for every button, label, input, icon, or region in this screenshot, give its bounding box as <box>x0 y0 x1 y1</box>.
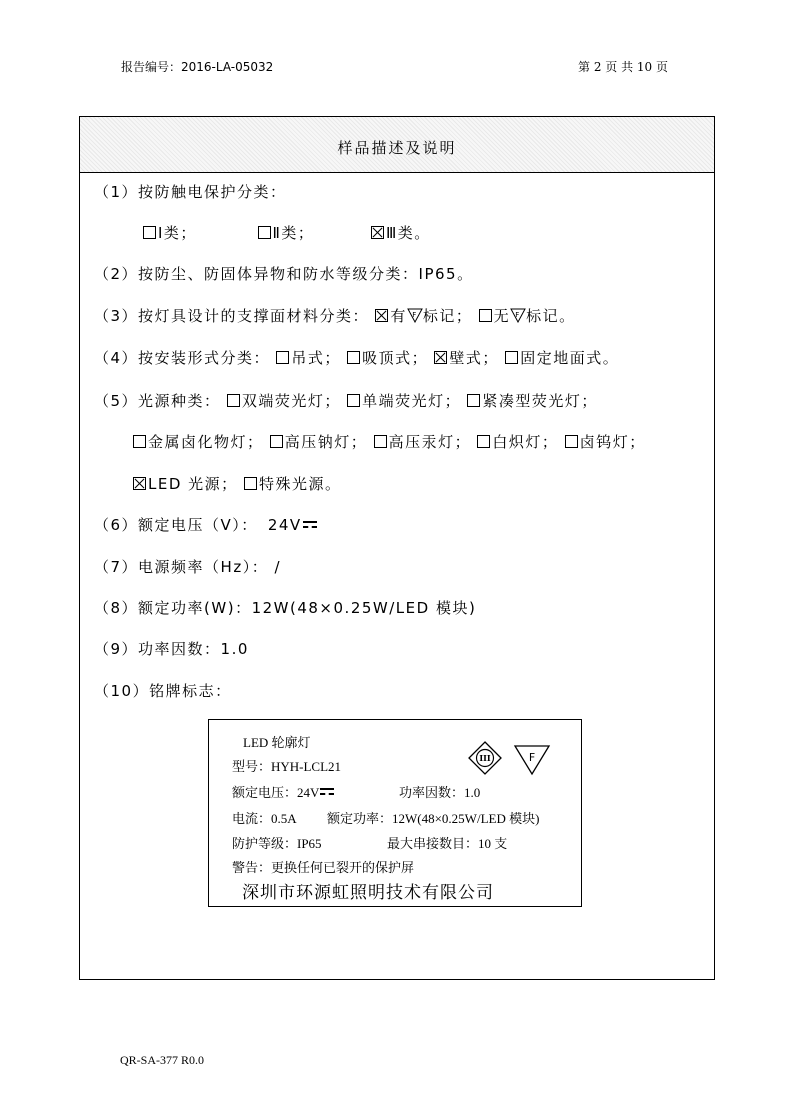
checkbox-with-f-mark <box>375 309 388 322</box>
wall-label: 壁式； <box>449 349 499 367</box>
item-3-label: （3）按灯具设计的支撑面材料分类： <box>94 307 370 325</box>
compact-fluorescent-label: 紧凑型荧光灯； <box>482 392 598 410</box>
without-f-label: 无 <box>493 307 511 325</box>
double-fluorescent-label: 双端荧光灯； <box>241 392 341 410</box>
class-1-label: Ⅰ类； <box>158 224 197 242</box>
pendant-label: 吊式； <box>291 349 341 367</box>
checkbox-class-1 <box>143 226 156 239</box>
checkbox-mercury <box>374 435 387 448</box>
led-label: LED 光源； <box>148 475 238 493</box>
nameplate-power-factor: 功率因数：1.0 <box>399 785 481 800</box>
checkbox-incandescent <box>477 435 490 448</box>
checkbox-halogen <box>565 435 578 448</box>
halogen-label: 卤钨灯； <box>579 433 646 451</box>
nameplate-product: LED 轮廓灯 <box>243 735 311 750</box>
checkbox-special <box>244 477 257 490</box>
nameplate-voltage-text: 额定电压：24V <box>232 785 320 800</box>
rated-voltage-value: 24V <box>267 516 302 534</box>
item-5-row-3 <box>133 473 341 494</box>
mercury-label: 高压汞灯； <box>388 433 472 451</box>
item-5-row-1 <box>94 390 598 411</box>
checkbox-hps <box>270 435 283 448</box>
item-7: （7）电源频率（Hz）： / <box>94 558 282 576</box>
checkbox-class-3-checked <box>371 226 384 239</box>
page-info: 第 2 页 共 10 页 <box>578 60 668 74</box>
nameplate-max-series: 最大串接数目：10 支 <box>387 836 508 851</box>
checkbox-double-fluorescent <box>227 394 240 407</box>
item-4 <box>94 347 619 368</box>
checkbox-wall-checked <box>434 351 447 364</box>
nameplate-voltage <box>232 782 334 801</box>
item-5-label: （5）光源种类： <box>94 392 221 410</box>
checkbox-led-checked <box>133 477 146 490</box>
item-6-label: （6）额定电压（V）： <box>94 516 258 534</box>
hps-label: 高压钠灯； <box>284 433 368 451</box>
item-1-label: （1）按防触电保护分类： <box>94 183 287 201</box>
f-mark-icon <box>513 744 551 776</box>
f-mark-icon <box>510 308 526 323</box>
item-1-options <box>143 222 431 243</box>
class-iii-icon <box>467 740 503 776</box>
checkbox-metal-halide <box>133 435 146 448</box>
nameplate-warning: 警告：更换任何已裂开的保护屏 <box>232 860 415 875</box>
metal-halide-label: 金属卤化物灯； <box>148 433 264 451</box>
item-9: （9）功率因数：1.0 <box>94 640 249 658</box>
item-10: （10）铭牌标志： <box>94 682 232 700</box>
special-label: 特殊光源。 <box>258 475 342 493</box>
single-fluorescent-label: 单端荧光灯； <box>362 392 462 410</box>
item-2: （2）按防尘、防固体异物和防水等级分类：IP65。 <box>94 265 474 283</box>
svg-text:F: F <box>528 751 536 764</box>
footer-code: QR-SA-377 R0.0 <box>120 1053 205 1067</box>
checkbox-class-2 <box>258 226 271 239</box>
nameplate-ip: 防护等级：IP65 <box>232 836 322 851</box>
svg-text:F: F <box>515 311 521 319</box>
item-4-label: （4）按安装形式分类： <box>94 349 271 367</box>
dc-symbol-icon <box>320 788 334 796</box>
nameplate-model: 型号：HYH-LCL21 <box>232 759 342 774</box>
svg-text:III: III <box>479 753 491 763</box>
nameplate-current: 电流：0.5A <box>232 811 297 826</box>
item-6 <box>94 514 317 535</box>
nameplate-company: 深圳市环源虹照明技术有限公司 <box>242 883 494 903</box>
with-f-label: 有 <box>390 307 407 325</box>
nameplate-power: 额定功率：12W(48×0.25W/LED 模块) <box>327 811 540 826</box>
title-band <box>80 117 714 173</box>
without-f-label-2: 标记。 <box>526 307 576 325</box>
class-2-label: Ⅱ类； <box>272 224 315 242</box>
class-3-label: Ⅲ类。 <box>385 224 431 242</box>
item-8: （8）额定功率(W)：12W(48×0.25W/LED 模块) <box>94 599 477 617</box>
checkbox-ceiling <box>347 351 360 364</box>
checkbox-without-f-mark <box>479 309 492 322</box>
f-mark-icon <box>407 308 423 323</box>
floor-label: 固定地面式。 <box>520 349 620 367</box>
incandescent-label: 白炽灯； <box>492 433 559 451</box>
checkbox-single-fluorescent <box>347 394 360 407</box>
dc-symbol-icon <box>303 521 317 529</box>
svg-text:F: F <box>412 311 418 319</box>
with-f-label-2: 标记； <box>422 307 473 325</box>
checkbox-compact-fluorescent <box>467 394 480 407</box>
item-5-row-2 <box>133 431 646 452</box>
checkbox-floor <box>505 351 518 364</box>
ceiling-label: 吸顶式； <box>362 349 429 367</box>
report-number: 报告编号：2016-LA-05032 <box>121 60 274 74</box>
checkbox-pendant <box>276 351 289 364</box>
item-3 <box>94 305 576 326</box>
nameplate <box>208 719 582 907</box>
section-title: 样品描述及说明 <box>337 139 457 157</box>
